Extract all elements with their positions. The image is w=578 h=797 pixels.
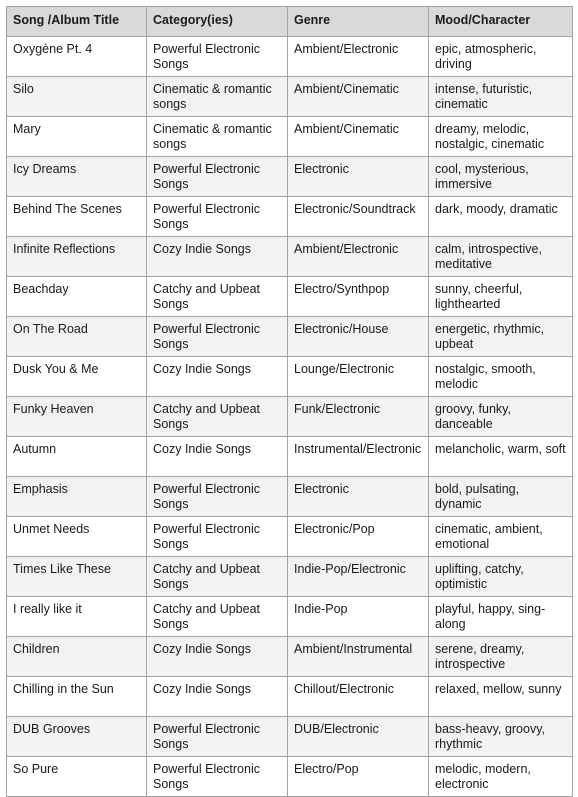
cell-song-title: Mary <box>7 117 147 157</box>
table-row <box>7 637 573 677</box>
cell-category: Powerful Electronic Songs <box>147 317 288 357</box>
cell-mood: energetic, rhythmic, upbeat <box>429 317 573 357</box>
cell-mood: nostalgic, smooth, melodic <box>429 357 573 397</box>
cell-genre: Chillout/Electronic <box>288 677 429 717</box>
cell-genre: Ambient/Cinematic <box>288 117 429 157</box>
cell-category: Catchy and Upbeat Songs <box>147 397 288 437</box>
table-row <box>7 437 573 477</box>
cell-song-title: Beachday <box>7 277 147 317</box>
table-row <box>7 77 573 117</box>
songs-table <box>6 6 573 797</box>
cell-category: Cinematic & romantic songs <box>147 117 288 157</box>
header-song-title: Song /Album Title <box>7 7 147 37</box>
cell-category: Powerful Electronic Songs <box>147 717 288 757</box>
cell-song-title: Infinite Reflections <box>7 237 147 277</box>
cell-genre: Electro/Pop <box>288 757 429 797</box>
cell-category: Catchy and Upbeat Songs <box>147 557 288 597</box>
cell-song-title: Icy Dreams <box>7 157 147 197</box>
cell-mood: melodic, modern, electronic <box>429 757 573 797</box>
cell-mood: bold, pulsating, dynamic <box>429 477 573 517</box>
cell-mood: uplifting, catchy, optimistic <box>429 557 573 597</box>
header-genre: Genre <box>288 7 429 37</box>
cell-category: Powerful Electronic Songs <box>147 157 288 197</box>
cell-category: Catchy and Upbeat Songs <box>147 277 288 317</box>
cell-mood: intense, futuristic, cinematic <box>429 77 573 117</box>
header-row <box>7 7 573 37</box>
table-row <box>7 357 573 397</box>
cell-category: Cozy Indie Songs <box>147 677 288 717</box>
cell-genre: Ambient/Cinematic <box>288 77 429 117</box>
cell-genre: Electronic/Pop <box>288 517 429 557</box>
cell-song-title: I really like it <box>7 597 147 637</box>
cell-mood: playful, happy, sing-along <box>429 597 573 637</box>
cell-mood: serene, dreamy, introspective <box>429 637 573 677</box>
cell-genre: Electronic <box>288 477 429 517</box>
cell-song-title: Unmet Needs <box>7 517 147 557</box>
cell-genre: Indie-Pop <box>288 597 429 637</box>
cell-mood: bass-heavy, groovy, rhythmic <box>429 717 573 757</box>
cell-category: Cinematic & romantic songs <box>147 77 288 117</box>
cell-song-title: Children <box>7 637 147 677</box>
cell-mood: melancholic, warm, soft <box>429 437 573 477</box>
table-row <box>7 37 573 77</box>
cell-category: Powerful Electronic Songs <box>147 517 288 557</box>
cell-song-title: So Pure <box>7 757 147 797</box>
cell-mood: relaxed, mellow, sunny <box>429 677 573 717</box>
cell-song-title: Funky Heaven <box>7 397 147 437</box>
cell-genre: Electro/Synthpop <box>288 277 429 317</box>
cell-genre: DUB/Electronic <box>288 717 429 757</box>
cell-song-title: DUB Grooves <box>7 717 147 757</box>
cell-song-title: Emphasis <box>7 477 147 517</box>
cell-song-title: Behind The Scenes <box>7 197 147 237</box>
cell-genre: Instrumental/Electronic <box>288 437 429 477</box>
cell-genre: Lounge/Electronic <box>288 357 429 397</box>
table-row <box>7 717 573 757</box>
table-row <box>7 557 573 597</box>
cell-mood: dreamy, melodic, nostalgic, cinematic <box>429 117 573 157</box>
cell-genre: Ambient/Electronic <box>288 37 429 77</box>
table-row <box>7 757 573 797</box>
cell-category: Catchy and Upbeat Songs <box>147 597 288 637</box>
cell-category: Powerful Electronic Songs <box>147 477 288 517</box>
header-category: Category(ies) <box>147 7 288 37</box>
table-row <box>7 197 573 237</box>
table-row <box>7 597 573 637</box>
cell-genre: Indie-Pop/Electronic <box>288 557 429 597</box>
cell-genre: Electronic <box>288 157 429 197</box>
cell-mood: calm, introspective, meditative <box>429 237 573 277</box>
cell-category: Cozy Indie Songs <box>147 437 288 477</box>
table-row <box>7 477 573 517</box>
table-header <box>7 7 573 37</box>
table-row <box>7 397 573 437</box>
table-row <box>7 117 573 157</box>
cell-category: Cozy Indie Songs <box>147 357 288 397</box>
cell-mood: cinematic, ambient, emotional <box>429 517 573 557</box>
table-row <box>7 317 573 357</box>
table-row <box>7 237 573 277</box>
cell-mood: epic, atmospheric, driving <box>429 37 573 77</box>
cell-song-title: Oxygène Pt. 4 <box>7 37 147 77</box>
table-row <box>7 157 573 197</box>
cell-song-title: Dusk You & Me <box>7 357 147 397</box>
cell-genre: Ambient/Electronic <box>288 237 429 277</box>
cell-song-title: On The Road <box>7 317 147 357</box>
cell-song-title: Autumn <box>7 437 147 477</box>
table-row <box>7 277 573 317</box>
cell-song-title: Silo <box>7 77 147 117</box>
cell-genre: Electronic/House <box>288 317 429 357</box>
cell-mood: groovy, funky, danceable <box>429 397 573 437</box>
cell-mood: sunny, cheerful, lighthearted <box>429 277 573 317</box>
cell-category: Powerful Electronic Songs <box>147 37 288 77</box>
table-body <box>7 37 573 797</box>
table-row <box>7 517 573 557</box>
cell-song-title: Times Like These <box>7 557 147 597</box>
cell-category: Powerful Electronic Songs <box>147 197 288 237</box>
cell-mood: cool, mysterious, immersive <box>429 157 573 197</box>
cell-category: Powerful Electronic Songs <box>147 757 288 797</box>
cell-category: Cozy Indie Songs <box>147 237 288 277</box>
cell-genre: Ambient/Instrumental <box>288 637 429 677</box>
cell-genre: Funk/Electronic <box>288 397 429 437</box>
table-row <box>7 677 573 717</box>
cell-mood: dark, moody, dramatic <box>429 197 573 237</box>
header-mood: Mood/Character <box>429 7 573 37</box>
cell-song-title: Chilling in the Sun <box>7 677 147 717</box>
cell-genre: Electronic/Soundtrack <box>288 197 429 237</box>
cell-category: Cozy Indie Songs <box>147 637 288 677</box>
